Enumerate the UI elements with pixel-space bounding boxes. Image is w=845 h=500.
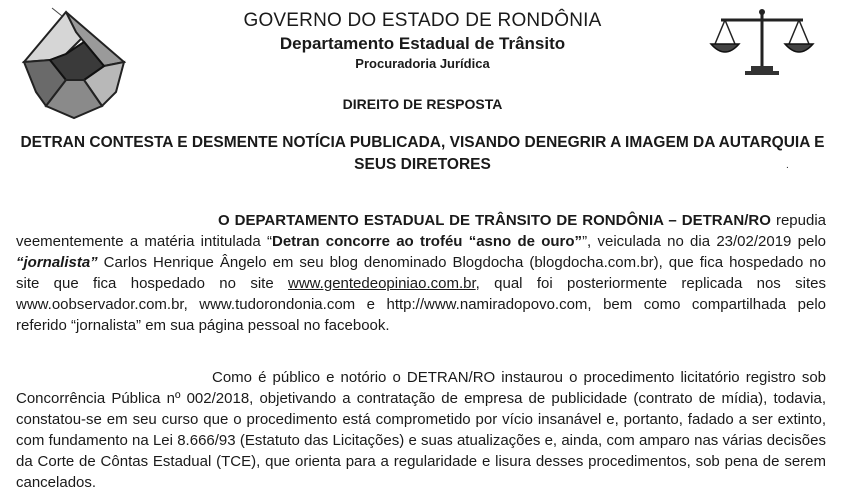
paragraph-1 [16,210,826,336]
org-name: O DEPARTAMENTO ESTADUAL DE TRÂNSITO DE RONDÔNIA – DETRAN/RO [218,212,771,229]
site-link: www.gentedeopiniao.com.br [288,275,476,292]
office-title: Procuradoria Jurídica [355,56,490,71]
p1-text-1: repudia veementemente a matéria intitulada “ [16,212,826,250]
scales-of-justice-icon [707,6,817,76]
stray-mark: . [786,160,789,171]
government-title: GOVERNO DO ESTADO DE RONDÔNIA [243,10,602,31]
detran-logo-icon [6,2,142,122]
p2-text: Como é público e notório o DETRAN/RO instaurou o procedimento licitatório registro sob Concorrência Pública nº 002/2018, objetivando a contratação de empresa de publicidade (contrato de mídia), todavia, constatou-se em seu curso que o procedimento está comprometido por vício insanável e, portanto, fadado a ser extinto, com fundamento na Lei 8.666/93 (Estatuto das Licitações) e suas atualizações e, ainda, com amparo nas várias decisões da Corte de Côntas Estadual (TCE), que orienta para a regularidade e lisura desses procedimentos, sob pena de serem cancelados. [16,369,826,491]
journalist-label: “jornalista” [16,254,98,271]
department-title: Departamento Estadual de Trânsito [279,34,566,53]
article-title: Detran concorre ao troféu “asno de ouro” [271,233,583,250]
headline: DETRAN CONTESTA E DESMENTE NOTÍCIA PUBLICADA, VISANDO DENEGRIR A IMAGEM DA AUTARQUIA E SEUS DIRETORES [20,134,825,173]
section-title: DIREITO DE RESPOSTA [342,96,503,112]
p1-text-4: , qual foi posteriormente replicada nos sites www.oobservador.com.br, www.tudorondonia.com e http://www.namiradopovo.com, bem como compartilhada pelo referido “jornalista” em sua página pessoal no facebook. [16,275,826,334]
p1-text-3: Carlos Henrique Ângelo em seu blog denominado Blogdocha (blogdocha.com.br), que fica hospedado no site que fica hospedado no site [16,254,826,292]
p1-text-2: ”, veiculada no dia 23/02/2019 pelo [582,233,827,250]
paragraph-2 [16,367,826,493]
